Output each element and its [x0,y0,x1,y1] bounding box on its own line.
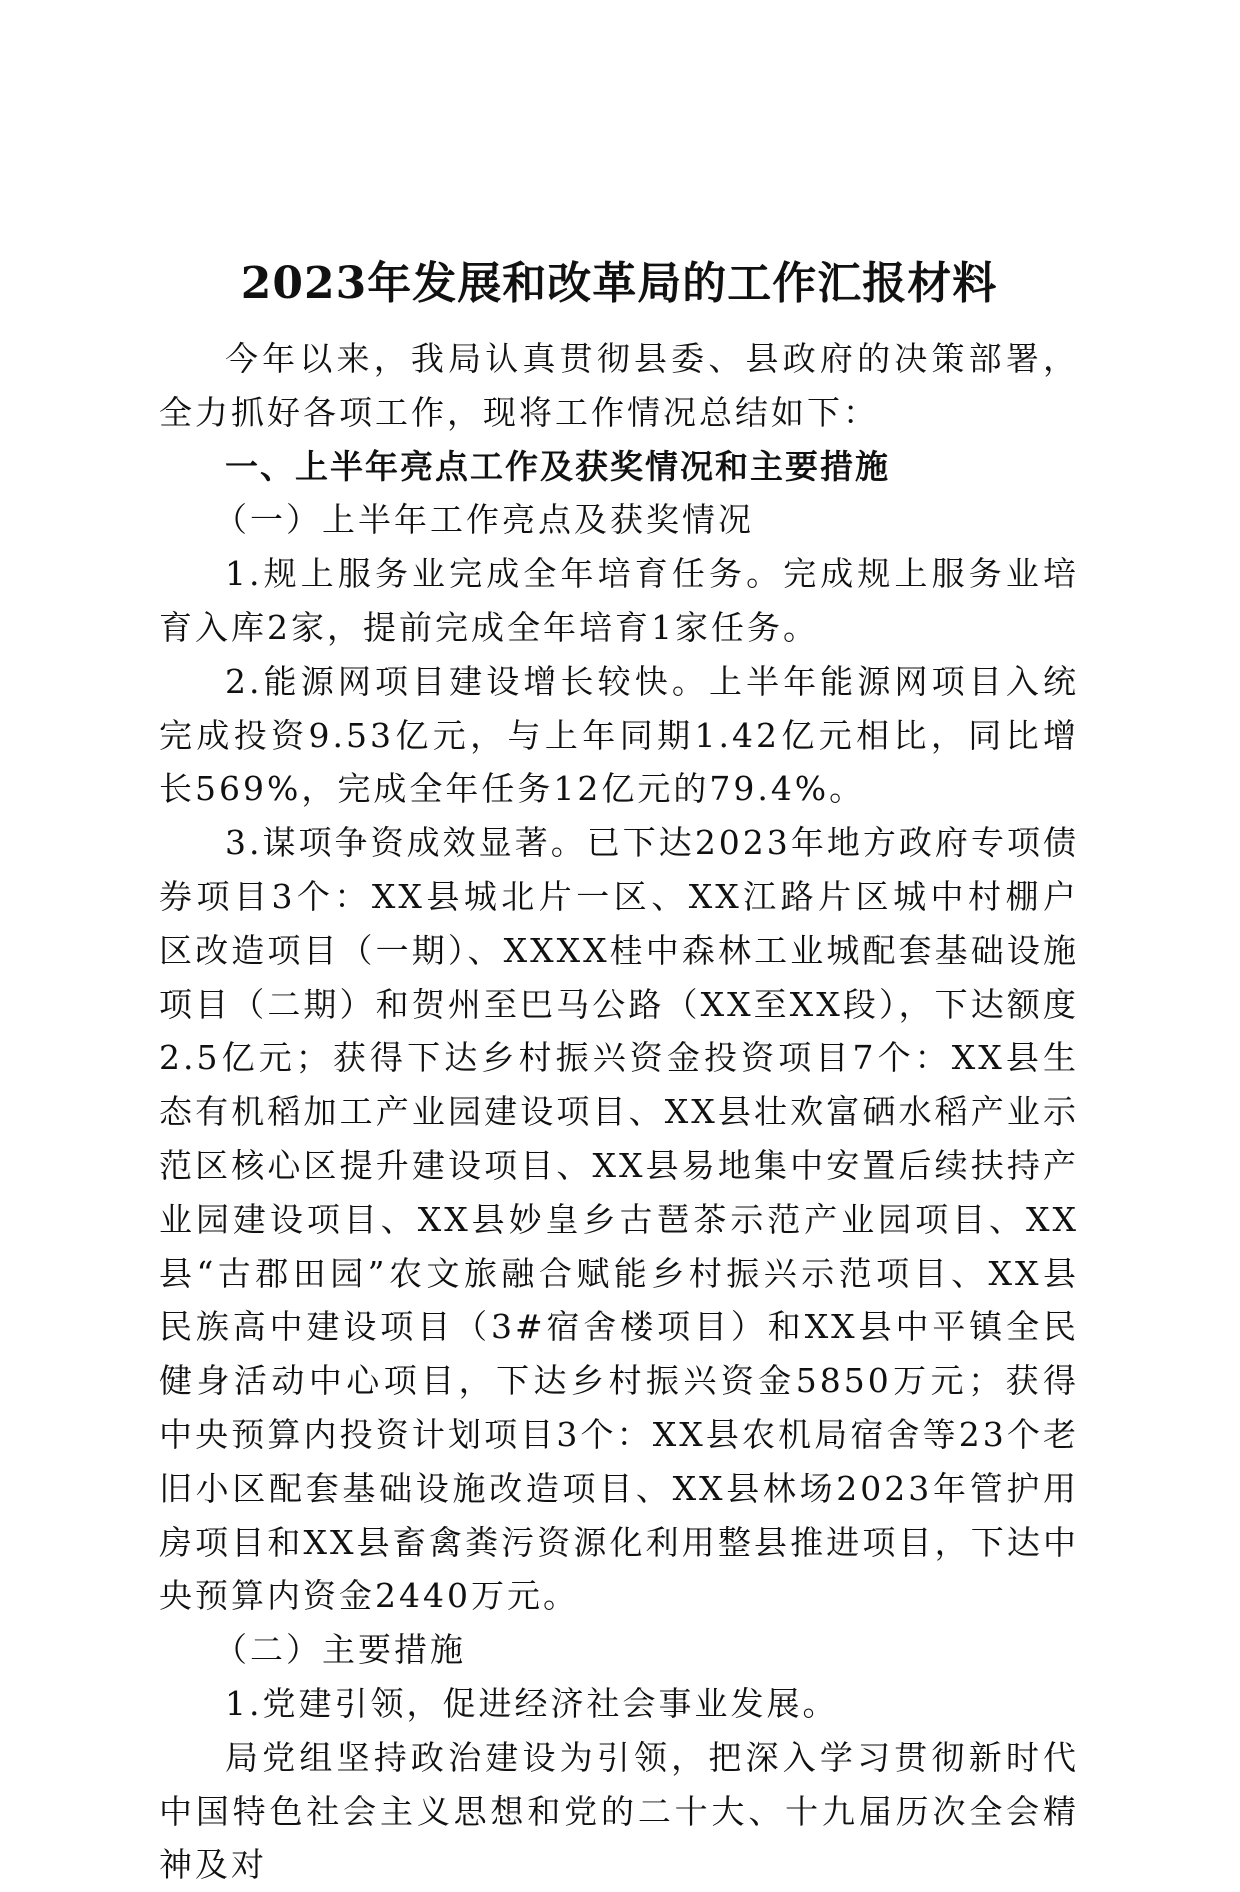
item-paragraph-2: 2.能源网项目建设增长较快。上半年能源网项目入统完成投资9.53亿元，与上年同期1.42亿元相比，同比增长569%，完成全年任务12亿元的79.4%。 [159,661,1079,809]
intro-paragraph: 今年以来，我局认真贯彻县委、县政府的决策部署，全力抓好各项工作，现将工作情况总结如下： [159,339,1079,432]
subsection-heading-2: （二）主要措施 [214,1630,466,1670]
section-heading-1: 一、上半年亮点工作及获奖情况和主要措施 [225,446,890,486]
item-paragraph-3: 3.谋项争资成效显著。已下达2023年地方政府专项债券项目3个：XX县城北片一区、XX江路片区城中村棚户区改造项目（一期）、XXXX桂中森林工业城配套基础设施项目（二期）和贺州至巴马公路（XX至XX段），下达额度2.5亿元；获得下达乡村振兴资金投资项目7个：XX县生态有机稻加工产业园建设项目、XX县壮欢富硒水稻产业示范区核心区提升建设项目、XX县易地集中安置后续扶持产业园建设项目、XX县妙皇乡古琶茶示范产业园项目、XX县“古郡田园”农文旅融合赋能乡村振兴示范项目、XX县民族高中建设项目（3#宿舍楼项目）和XX县中平镇全民健身活动中心项目，下达乡村振兴资金5850万元；获得中央预算内投资计划项目3个：XX县农机局宿舍等23个老旧小区配套基础设施改造项目、XX县林场2023年管护用房项目和XX县畜禽粪污资源化利用整县推进项目，下达中央预算内资金2440万元。 [159,823,1079,1616]
measure-paragraph-1: 局党组坚持政治建设为引领，把深入学习贯彻新时代中国特色社会主义思想和党的二十大、十九届历次全会精神及对 [159,1737,1079,1885]
measure-heading-1: 1.党建引领，促进经济社会事业发展。 [225,1683,839,1723]
document-title: 2023年发展和改革局的工作汇报材料 [240,258,998,309]
subsection-heading-1: （一）上半年工作亮点及获奖情况 [214,500,754,540]
document-body [159,332,1079,1892]
item-paragraph-1: 1.规上服务业完成全年培育任务。完成规上服务业培育入库2家，提前完成全年培育1家任务。 [159,554,1079,647]
